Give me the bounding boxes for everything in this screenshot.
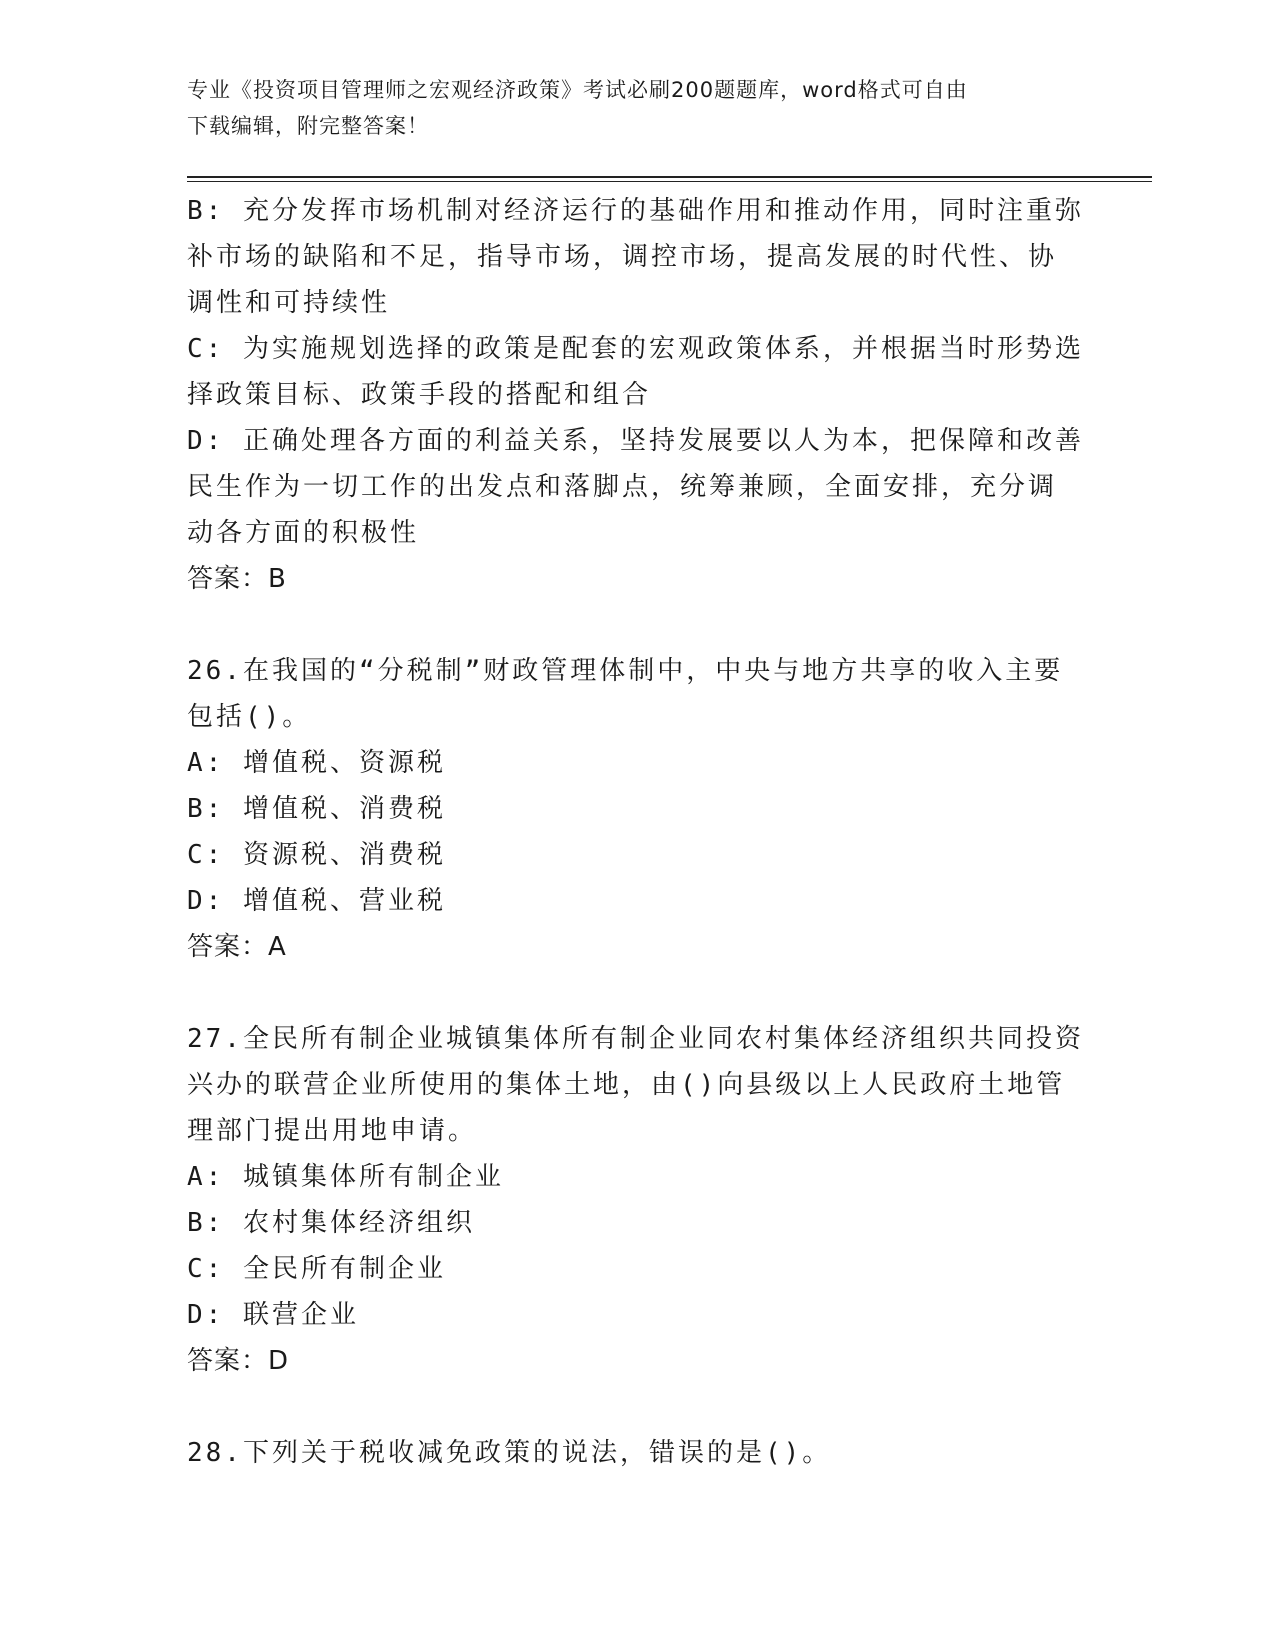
- question-26: [187, 648, 1087, 970]
- option-b-line-2: 补市场的缺陷和不足，指导市场，调控市场，提高发展的时代性、协: [187, 242, 1058, 272]
- question-stem: 28.下列关于税收减免政策的说法，错误的是()。: [187, 1438, 832, 1468]
- question-stem-line-1: 26.在我国的“分税制”财政管理体制中，中央与地方共享的收入主要: [187, 656, 1064, 686]
- spacer: [187, 1384, 1087, 1430]
- option-b: B: 增值税、消费税: [187, 794, 446, 824]
- option-c-line-1: C: 为实施规划选择的政策是配套的宏观政策体系，并根据当时形势选: [187, 334, 1084, 364]
- question-stem-line-1: 27.全民所有制企业城镇集体所有制企业同农村集体经济组织共同投资: [187, 1024, 1084, 1054]
- question-content: [187, 188, 1087, 1476]
- option-b-line-3: 调性和可持续性: [187, 288, 391, 318]
- answer-label: 答案：B: [187, 564, 287, 594]
- prev-question-options: [187, 188, 1087, 602]
- question-stem-line-2: 包括()。: [187, 702, 312, 732]
- header-line-2: 下载编辑，附完整答案！: [187, 114, 429, 138]
- option-b-line-1: B: 充分发挥市场机制对经济运行的基础作用和推动作用，同时注重弥: [187, 196, 1084, 226]
- option-d-line-2: 民生作为一切工作的出发点和落脚点，统筹兼顾，全面安排，充分调: [187, 472, 1058, 502]
- question-28: [187, 1430, 1087, 1476]
- header-divider-thick: [187, 176, 1152, 178]
- question-stem-line-3: 理部门提出用地申请。: [187, 1116, 478, 1146]
- option-d: D: 增值税、营业税: [187, 886, 446, 916]
- question-27: [187, 1016, 1087, 1384]
- option-c: C: 全民所有制企业: [187, 1254, 446, 1284]
- option-d-line-3: 动各方面的积极性: [187, 518, 420, 548]
- option-d-line-1: D: 正确处理各方面的利益关系，坚持发展要以人为本，把保障和改善: [187, 426, 1084, 456]
- option-a: A: 增值税、资源税: [187, 748, 446, 778]
- option-c-line-2: 择政策目标、政策手段的搭配和组合: [187, 380, 652, 410]
- option-a: A: 城镇集体所有制企业: [187, 1162, 504, 1192]
- option-d: D: 联营企业: [187, 1300, 359, 1330]
- answer-label: 答案：D: [187, 1346, 290, 1376]
- option-b: B: 农村集体经济组织: [187, 1208, 475, 1238]
- header-divider-thin: [187, 181, 1152, 182]
- header-line-1: 专业《投资项目管理师之宏观经济政策》考试必刷200题题库，word格式可自由: [187, 78, 968, 102]
- option-c: C: 资源税、消费税: [187, 840, 446, 870]
- spacer: [187, 970, 1087, 1016]
- answer-label: 答案：A: [187, 932, 287, 962]
- spacer: [187, 602, 1087, 648]
- page-header: [187, 72, 1077, 144]
- question-stem-line-2: 兴办的联营企业所使用的集体土地，由()向县级以上人民政府土地管: [187, 1070, 1066, 1100]
